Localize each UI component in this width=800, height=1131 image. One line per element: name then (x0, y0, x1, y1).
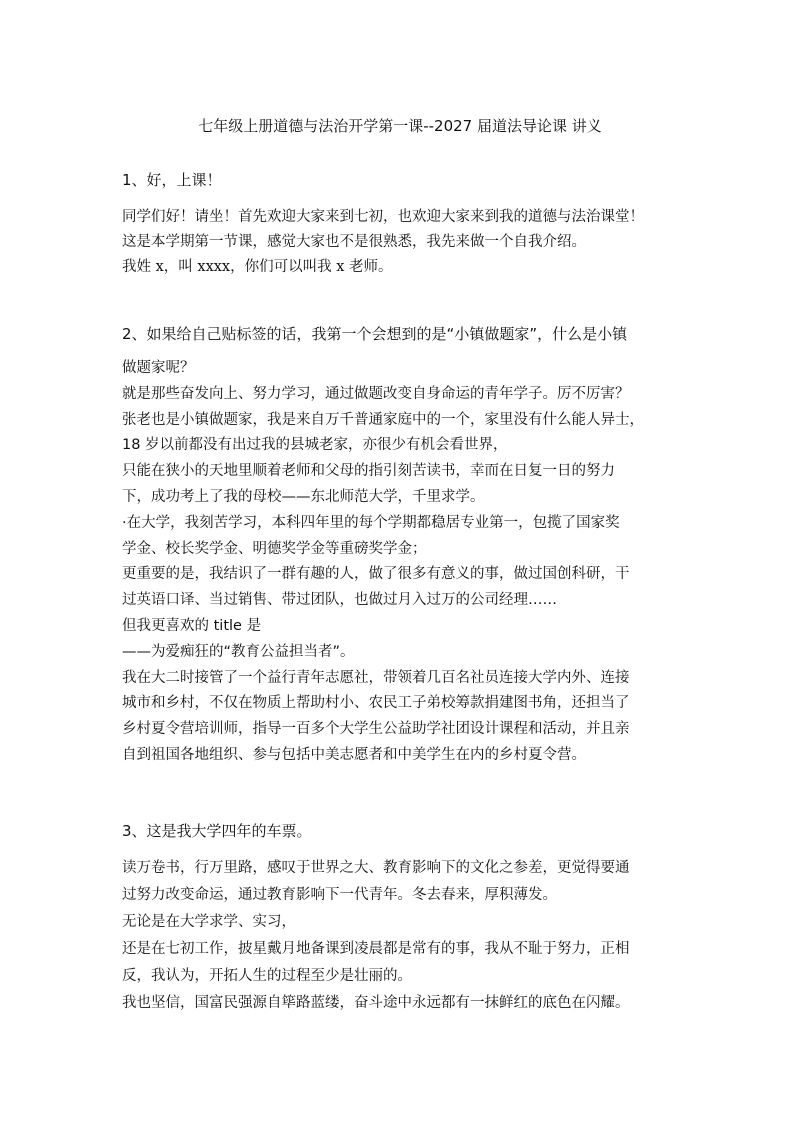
body-line: 学金、校长奖学金、明德奖学金等重磅奖学金； (122, 540, 427, 557)
body-line: 更重要的是，我结识了一群有趣的人，做了很多有意义的事，做过国创科研，干 (122, 566, 630, 583)
section-1-heading: 1、好，上课！ (122, 171, 222, 189)
body-line: 过努力改变命运，通过教育影响下一代青年。冬去春来，厚积薄发。 (122, 887, 557, 903)
body-line: 还是在七初工作，披星戴月地备课到凌晨都是常有的事，我从不耻于努力，正相 (122, 941, 630, 957)
section-3-body (122, 855, 692, 1017)
body-line: 我姓 x，叫 xxxx，你们可以叫我 x 老师。 (122, 259, 393, 275)
body-line: 读万卷书，行万里路，感叹于世界之大、教育影响下的文化之参差，更觉得要通 (122, 860, 630, 876)
body-line: 乡村夏令营培训师，指导一百多个大学生公益助学社团设计课程和活动，并且亲 (122, 721, 630, 738)
body-line: 我也坚信，国富民强源自筚路蓝缕，奋斗途中永远都有一抹鲜红的底色在闪耀。 (122, 995, 630, 1011)
body-line: ——为爱痴狂的“教育公益担当者”。 (122, 643, 355, 660)
body-line: 过英语口译、当过销售、带过团队，也做过月入过万的公司经理…… (122, 592, 557, 609)
body-line: 自到祖国各地组织、参与包括中美志愿者和中美学生在内的乡村夏令营。 (122, 746, 586, 763)
body-line: 我在大二时接管了一个益行青年志愿社，带领着几百名社员连接大学内外、连接 (122, 669, 630, 686)
body-line: 只能在狭小的天地里顺着老师和父母的指引刻苦读书，幸而在日复一日的努力 (122, 463, 615, 480)
body-line: 下，成功考上了我的母校——东北师范大学，千里求学。 (122, 488, 485, 505)
body-line: 无论是在大学求学、实习， (122, 914, 296, 930)
body-line: 就是那些奋发向上、努力学习，通过做题改变自身命运的青年学子。厉不厉害？ (122, 385, 630, 402)
body-line: 做题家呢？ (122, 360, 195, 376)
body-line: 但我更喜欢的 title 是 (122, 617, 262, 634)
document-title: 七年级上册道德与法治开学第一课--2027 届道法导论课 讲义 (198, 117, 602, 135)
body-line: ·在大学，我刻苦学习，本科四年里的每个学期都稳居专业第一，包揽了国家奖 (122, 514, 620, 531)
section-2-body (122, 356, 692, 769)
section-3-heading: 3、这是我大学四年的车票。 (122, 822, 312, 840)
section-1-body (122, 205, 692, 280)
body-line: 城市和乡村，不仅在物质上帮助村小、农民工子弟校筹款捐建图书角，还担当了 (122, 695, 630, 712)
body-line: 18 岁以前都没有出过我的县城老家，亦很少有机会看世界， (122, 437, 508, 454)
section-2-heading: 2、如果给自己贴标签的话，我第一个会想到的是“小镇做题家”，什么是小镇 (122, 325, 628, 343)
body-line: 这是本学期第一节课，感觉大家也不是很熟悉，我先来做一个自我介绍。 (122, 234, 586, 250)
body-line: 张老也是小镇做题家，我是来自万千普通家庭中的一个，家里没有什么能人异士， (122, 411, 644, 428)
body-line: 同学们好！请坐！首先欢迎大家来到七初，也欢迎大家来到我的道德与法治课堂！ (122, 209, 644, 225)
body-line: 反，我认为，开拓人生的过程至少是壮丽的。 (122, 968, 412, 984)
